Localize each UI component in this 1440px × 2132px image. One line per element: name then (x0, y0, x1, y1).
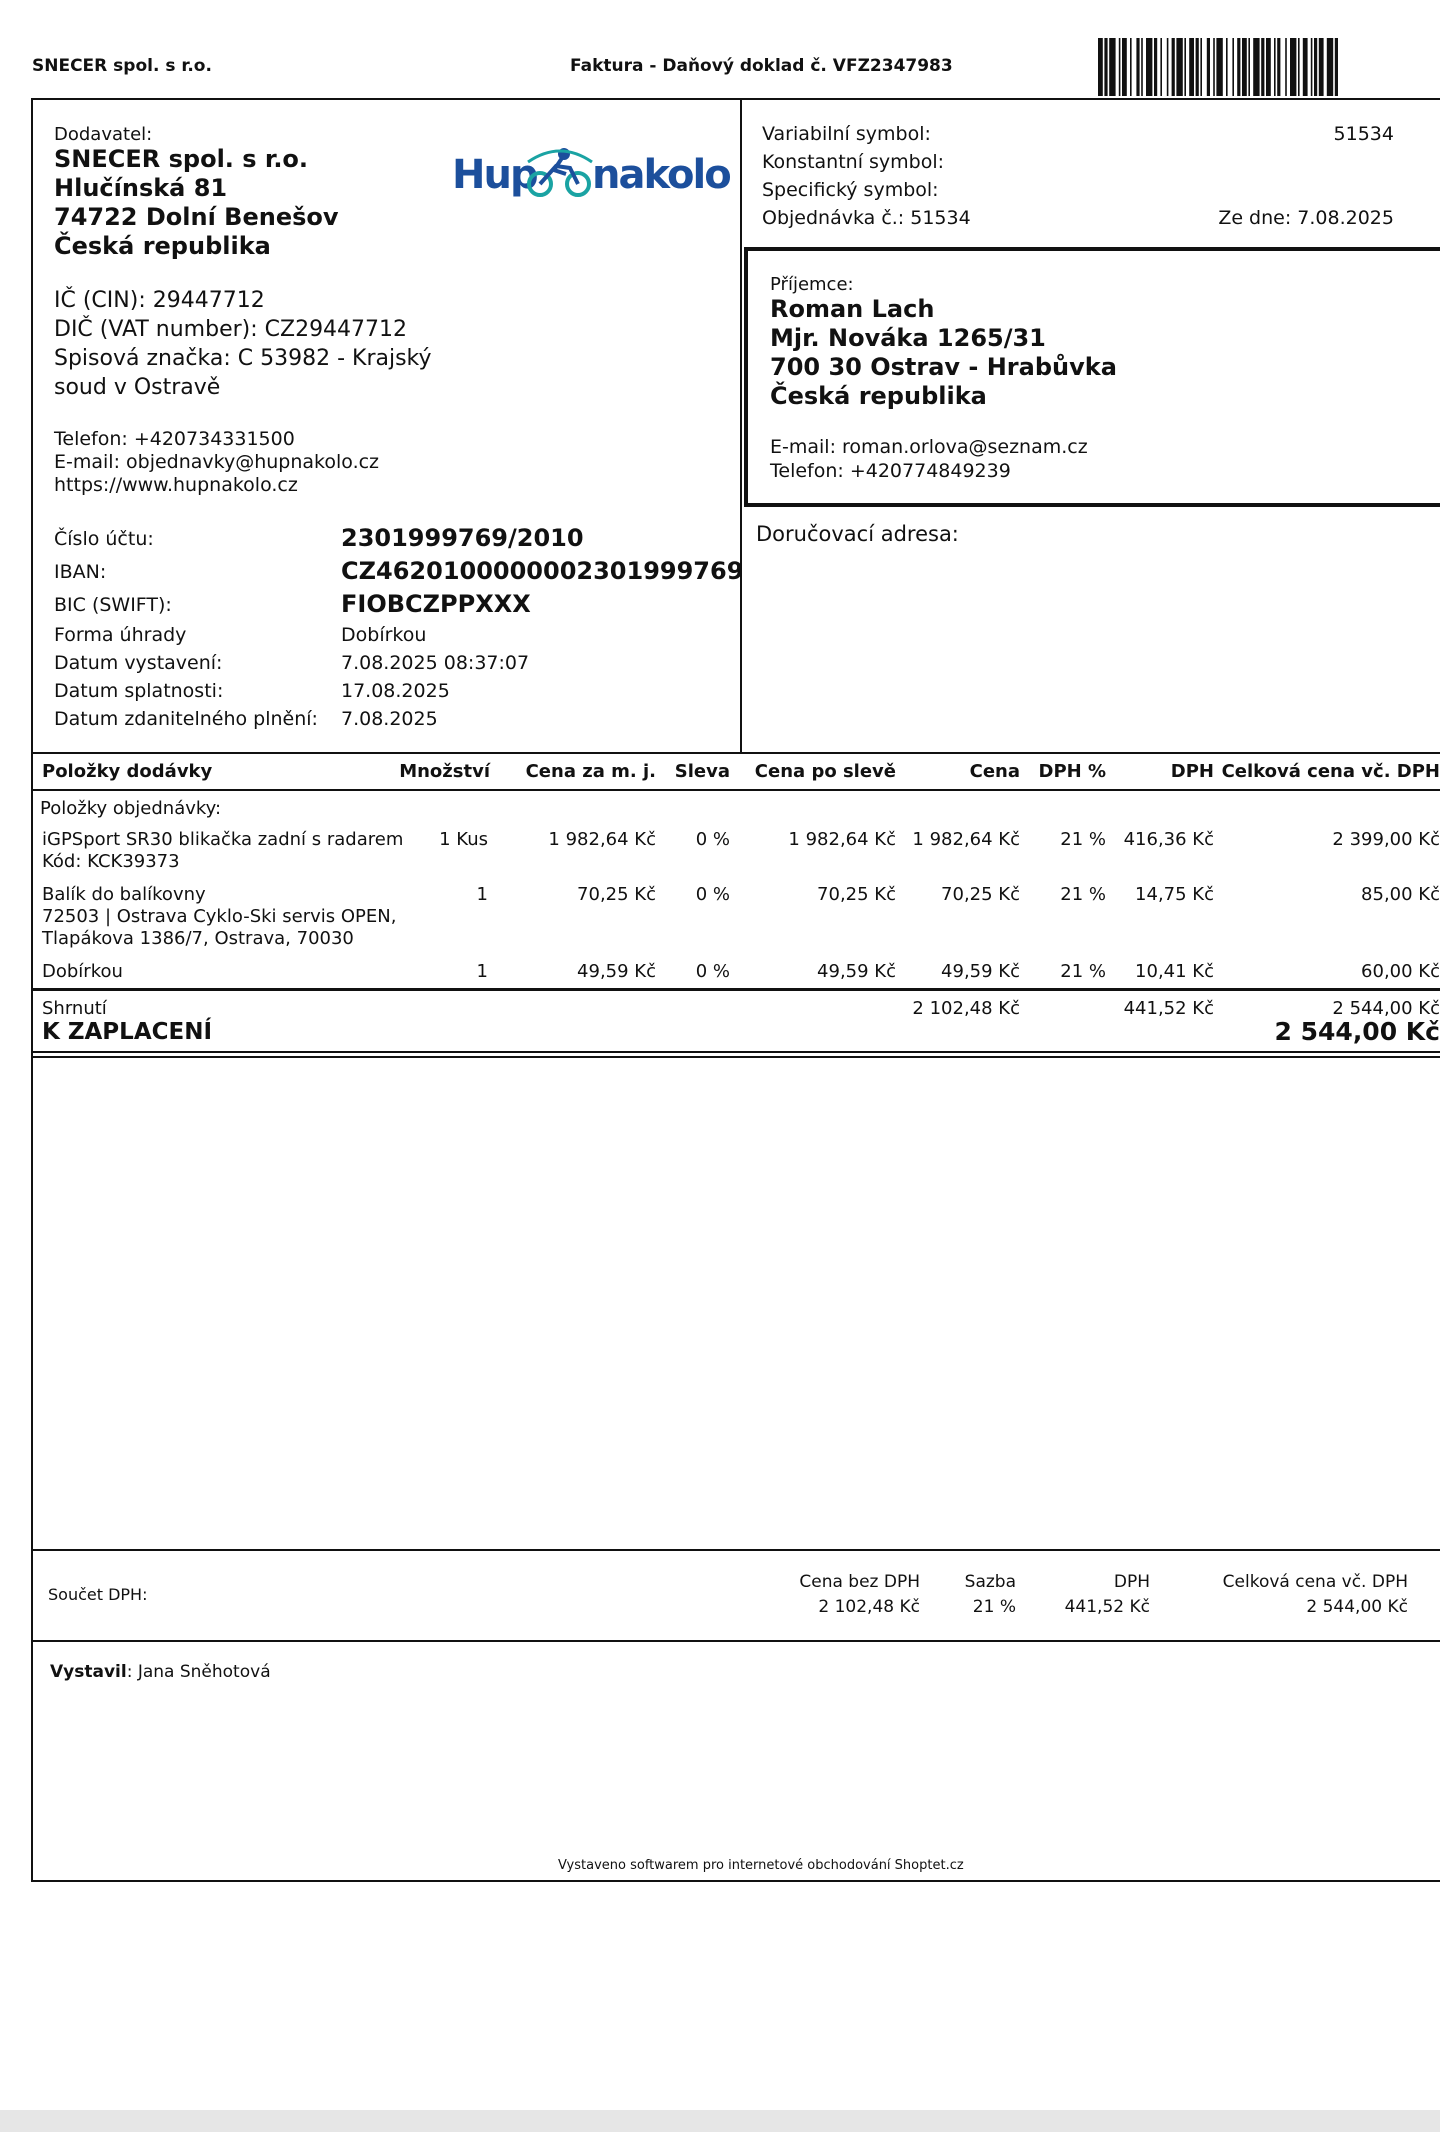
item-vat: 416,36 Kč (1123, 829, 1214, 850)
summary-vat: 441,52 Kč (1123, 998, 1214, 1019)
item-discount: 0 % (695, 961, 730, 982)
recipient-street: Mjr. Nováka 1265/31 (770, 324, 1046, 352)
supplier-registry-line1: Spisová značka: C 53982 - Krajský (54, 346, 432, 371)
variable-symbol-value: 51534 (1333, 123, 1394, 145)
taxable-label: Datum zdanitelného plnění: (54, 708, 318, 730)
vat-value-total: 2 544,00 Kč (1306, 1597, 1408, 1617)
iban-value: CZ4620100000002301999769 (341, 557, 744, 585)
issued-label: Datum vystavení: (54, 652, 223, 674)
item-total: 60,00 Kč (1361, 961, 1440, 982)
col-header-qty: Množství (399, 761, 490, 782)
vat-col-base: Cena bez DPH (799, 1572, 920, 1592)
col-header-discount: Sleva (674, 761, 730, 782)
iban-label: IBAN: (54, 561, 107, 583)
summary-total: 2 544,00 Kč (1332, 998, 1440, 1019)
col-header-items: Položky dodávky (42, 761, 213, 782)
item-vat-pct: 21 % (1060, 884, 1106, 905)
vat-col-total: Celková cena vč. DPH (1222, 1572, 1408, 1592)
item-total: 2 399,00 Kč (1332, 829, 1440, 850)
col-header-total: Celková cena vč. DPH (1221, 761, 1440, 782)
col-header-vat-pct: DPH % (1038, 761, 1106, 782)
barcode-icon (1096, 38, 1440, 96)
supplier-street: Hlučínská 81 (54, 174, 228, 202)
method-label: Forma úhrady (54, 624, 187, 646)
vat-value-base: 2 102,48 Kč (818, 1597, 920, 1617)
item-vat-pct: 21 % (1060, 829, 1106, 850)
issuer-name: : Jana Sněhotová (126, 1662, 271, 1682)
vat-col-vat: DPH (1113, 1572, 1150, 1592)
item-qty: 1 (476, 961, 488, 982)
bic-label: BIC (SWIFT): (54, 594, 172, 616)
item-vat: 10,41 Kč (1135, 961, 1214, 982)
item-price: 1 982,64 Kč (912, 829, 1020, 850)
item-name: iGPSport SR30 blikačka zadní s radarem (42, 829, 404, 850)
supplier-city: 74722 Dolní Benešov (54, 203, 339, 231)
supplier-ic: IČ (CIN): 29447712 (54, 288, 265, 313)
cyclist-icon (526, 146, 594, 198)
vat-summary-label: Součet DPH: (48, 1585, 148, 1604)
supplier-label: Dodavatel: (54, 124, 153, 145)
footer-text: Vystaveno softwarem pro internetové obchodování Shoptet.cz (558, 1858, 964, 1873)
constant-symbol-label: Konstantní symbol: (762, 151, 945, 173)
account-label: Číslo účtu: (54, 528, 154, 550)
due-value: 17.08.2025 (341, 680, 450, 702)
supplier-phone: Telefon: +420734331500 (54, 428, 295, 450)
item-after-discount: 1 982,64 Kč (788, 829, 896, 850)
item-qty: 1 Kus (439, 829, 488, 850)
item-name: Dobírkou (42, 961, 123, 982)
logo-text-left: Hup (452, 152, 537, 198)
recipient-country: Česká republika (770, 382, 987, 410)
item-after-discount: 70,25 Kč (817, 884, 896, 905)
item-qty: 1 (476, 884, 488, 905)
item-detail-line1: 72503 | Ostrava Cyklo-Ski servis OPEN, (42, 906, 397, 927)
item-name: Balík do balíkovny (42, 884, 206, 905)
recipient-name: Roman Lach (770, 295, 935, 323)
company-logo (452, 140, 730, 210)
supplier-dic: DIČ (VAT number): CZ29447712 (54, 317, 408, 342)
recipient-email: E-mail: roman.orlova@seznam.cz (770, 436, 1088, 458)
summary-price: 2 102,48 Kč (912, 998, 1020, 1019)
summary-label: Shrnutí (42, 998, 107, 1019)
item-unit-price: 70,25 Kč (577, 884, 656, 905)
item-after-discount: 49,59 Kč (817, 961, 896, 982)
vat-value-vat: 441,52 Kč (1064, 1597, 1150, 1617)
item-discount: 0 % (695, 829, 730, 850)
supplier-country: Česká republika (54, 232, 271, 260)
recipient-label: Příjemce: (770, 274, 854, 295)
pay-label: K ZAPLACENÍ (42, 1019, 213, 1045)
issuer-label: Vystavil (50, 1662, 127, 1682)
due-label: Datum splatnosti: (54, 680, 224, 702)
issuer (50, 1662, 271, 1682)
item-unit-price: 1 982,64 Kč (548, 829, 656, 850)
item-total: 85,00 Kč (1361, 884, 1440, 905)
item-code: Kód: KCK39373 (42, 851, 180, 872)
bottom-bar (0, 2110, 1440, 2132)
vat-col-rate: Sazba (964, 1572, 1016, 1592)
col-header-after-discount: Cena po slevě (754, 761, 896, 782)
variable-symbol-label: Variabilní symbol: (762, 123, 931, 145)
header-company: SNECER spol. s r.o. (32, 56, 212, 76)
account-value: 2301999769/2010 (341, 524, 584, 552)
order-number: Objednávka č.: 51534 (762, 207, 971, 229)
supplier-web[interactable]: https://www.hupnakolo.cz (54, 474, 298, 496)
taxable-value: 7.08.2025 (341, 708, 438, 730)
item-price: 49,59 Kč (941, 961, 1020, 982)
order-date: Ze dne: 7.08.2025 (1218, 207, 1394, 229)
pay-total: 2 544,00 Kč (1274, 1017, 1440, 1046)
item-vat: 14,75 Kč (1135, 884, 1214, 905)
item-unit-price: 49,59 Kč (577, 961, 656, 982)
col-header-price: Cena (969, 761, 1020, 782)
items-section-label: Položky objednávky: (40, 798, 222, 819)
vat-value-rate: 21 % (972, 1597, 1016, 1617)
document-title: Faktura - Daňový doklad č. VFZ2347983 (570, 56, 953, 76)
item-price: 70,25 Kč (941, 884, 1020, 905)
bic-value: FIOBCZPPXXX (341, 590, 531, 618)
item-discount: 0 % (695, 884, 730, 905)
supplier-registry-line2: soud v Ostravě (54, 375, 221, 400)
supplier-name: SNECER spol. s r.o. (54, 145, 309, 173)
logo-text-right: nakolo (592, 152, 730, 198)
recipient-city: 700 30 Ostrav - Hrabůvka (770, 353, 1117, 381)
item-vat-pct: 21 % (1060, 961, 1106, 982)
issued-value: 7.08.2025 08:37:07 (341, 652, 530, 674)
col-header-vat: DPH (1170, 761, 1214, 782)
specific-symbol-label: Specifický symbol: (762, 179, 939, 201)
col-header-unit-price: Cena za m. j. (525, 761, 656, 782)
recipient-phone: Telefon: +420774849239 (770, 460, 1011, 482)
method-value: Dobírkou (341, 624, 427, 646)
item-detail-line2: Tlapákova 1386/7, Ostrava, 70030 (42, 928, 354, 949)
delivery-address-label: Doručovací adresa: (756, 522, 959, 546)
supplier-email: E-mail: objednavky@hupnakolo.cz (54, 451, 380, 473)
